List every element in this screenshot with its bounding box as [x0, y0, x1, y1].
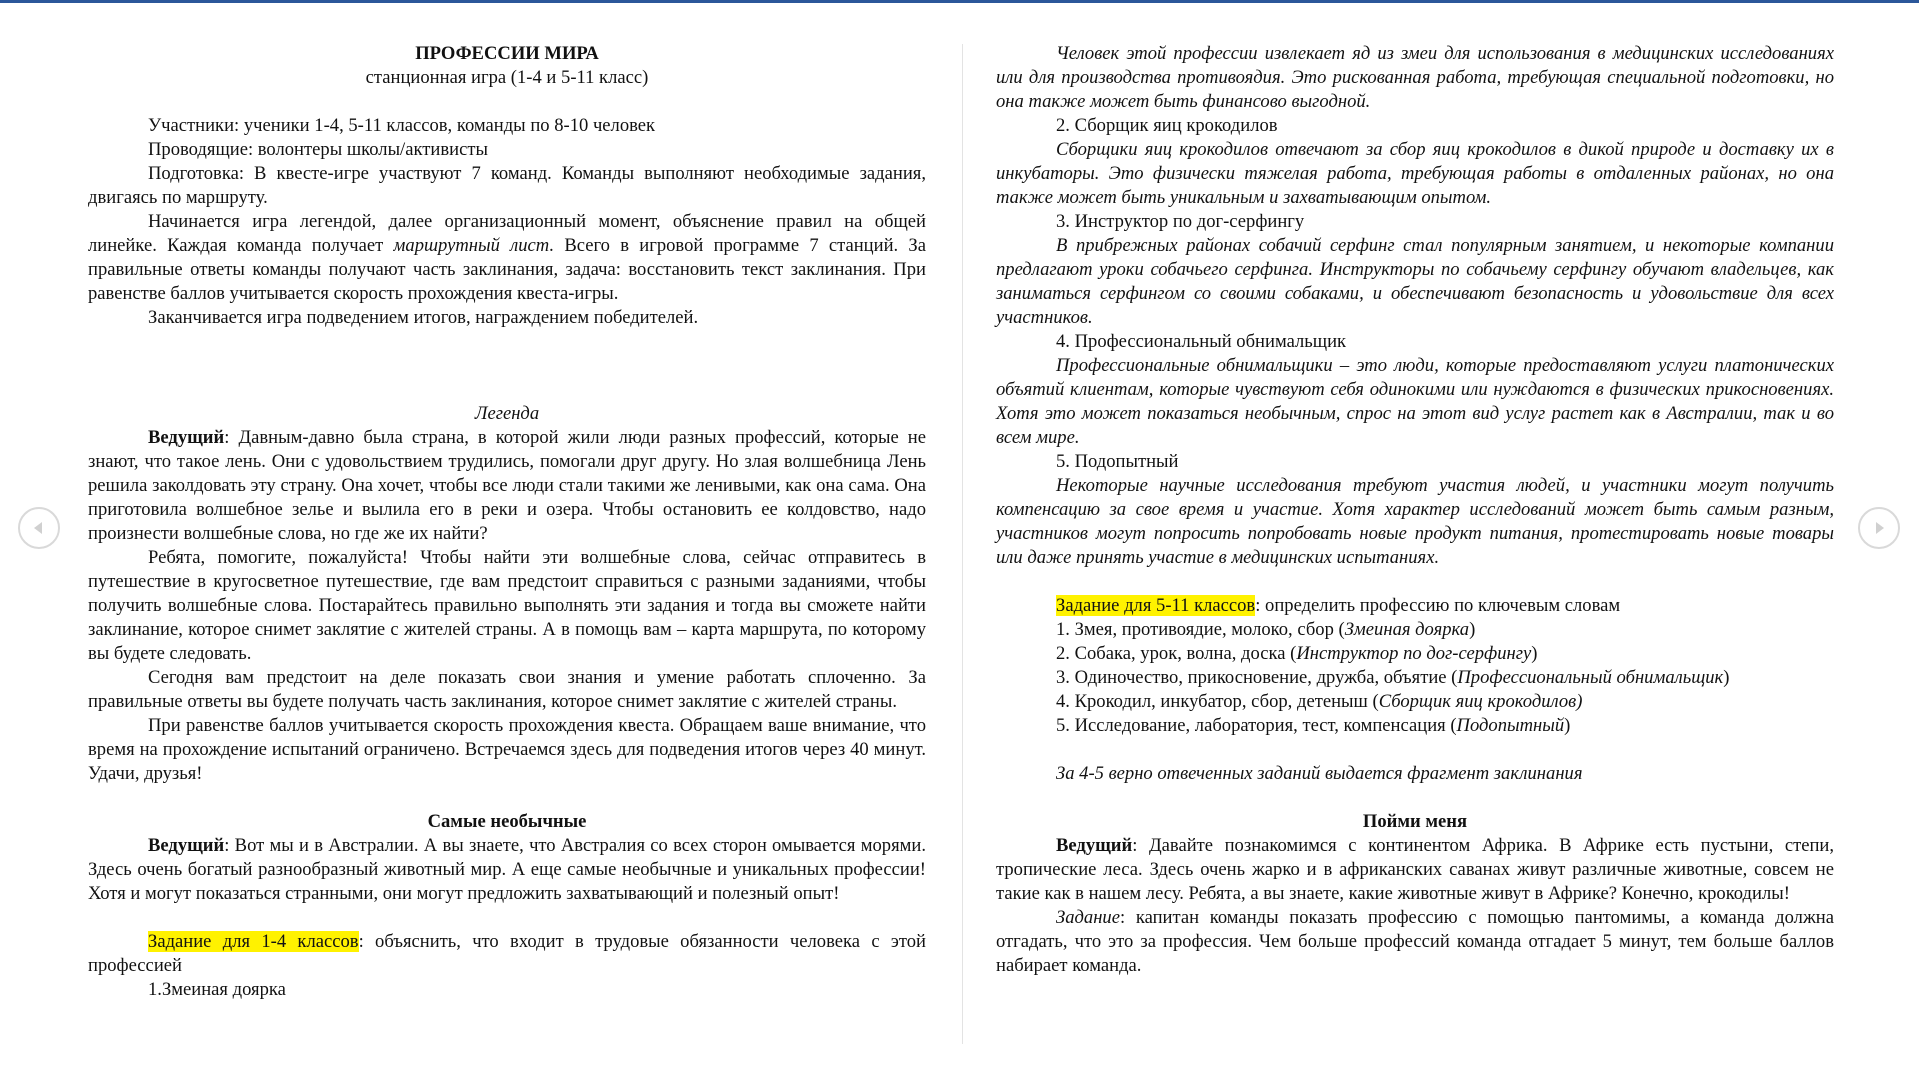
- spacer: [996, 570, 1834, 594]
- preparation-paragraph: Подготовка: В квесте-игре участвуют 7 команд. Команды выполняют необходимые задания, двигаясь по маршруту.: [88, 163, 926, 208]
- route-sheet-text: маршрутный лист.: [393, 235, 555, 256]
- snake-milker-description: Человек этой профессии извлекает яд из змеи для использования в медицинских исследованиях или для производства противоядия. Это рискованная работа, требующая специальной подготовки, но она также может быть финансово выгодной.: [996, 43, 1834, 112]
- legend-paragraph-4: При равенстве баллов учитывается скорость прохождения квеста. Обращаем ваше внимание, что время на прохождение испытаний ограничено. Встречаемся здесь для подведения итогов через 40 минут. Удачи, друзья!: [88, 715, 926, 784]
- hugger-description: Профессиональные обнимальщики – это люди, которые предоставляют услуги платонических объятий клиентам, которые чувствуют себя одинокими или нуждаются в физических прикосновениях. Хотя это может показаться необычным, спрос на этот вид услуг растет как в Австралии, так и во всем мире.: [996, 355, 1834, 448]
- keyword-item: [996, 690, 1834, 714]
- page-divider: [962, 44, 963, 1044]
- keyword-answer: Профессиональный обнимальщик: [1457, 667, 1724, 688]
- task-5-11-paragraph: [996, 594, 1834, 618]
- keyword-item: [996, 642, 1834, 666]
- list-item: 3. Инструктор по дог-серфингу: [1056, 211, 1305, 232]
- legend-paragraph-1: [88, 426, 926, 546]
- previous-page-button[interactable]: [18, 507, 60, 549]
- keyword-close: ): [1564, 715, 1571, 736]
- spacer: [88, 906, 926, 930]
- participants-line: Участники: ученики 1-4, 5-11 классов, команды по 8-10 человек: [148, 115, 656, 136]
- left-page: [88, 42, 926, 1002]
- understand-me-heading: Пойми меня: [1362, 811, 1468, 832]
- next-page-button[interactable]: [1858, 507, 1900, 549]
- keyword-text: 5. Исследование, лаборатория, тест, компенсация (: [1056, 715, 1457, 736]
- list-item: 4. Профессиональный обнимальщик: [1056, 331, 1347, 352]
- chevron-left-icon: [31, 520, 47, 536]
- start-text: Начинается игра легендой, далее организационный момент, объяснение правил на общей линейке. Каждая команда получает: [88, 211, 926, 256]
- keyword-answer: Инструктор по дог-серфингу: [1296, 643, 1532, 664]
- keyword-text: 4. Крокодил, инкубатор, сбор, детеныш (: [1056, 691, 1379, 712]
- keyword-close: ): [1723, 667, 1730, 688]
- test-subject-description: Некоторые научные исследования требуют участия людей, и участники могут получить компенсацию за свое время и участие. Хотя характер исследований может быть самым разным, участников могут попросить попробовать новые продукт питания, протестировать новые товары или даже принять участие в медицинских испытаниях.: [996, 475, 1834, 568]
- keyword-text: 2. Собака, урок, волна, доска (: [1056, 643, 1297, 664]
- spacer: [88, 90, 926, 114]
- keyword-answer: Змеиная доярка: [1344, 619, 1470, 640]
- keyword-item: [996, 618, 1834, 642]
- list-item: 1.Змеиная доярка: [148, 979, 286, 1000]
- hosts-line: Проводящие: волонтеры школы/активисты: [148, 139, 488, 160]
- spacer: [88, 330, 926, 402]
- dog-surfing-description: В прибрежных районах собачий серфинг стал популярным занятием, и некоторые компании предлагают уроки собачьего серфинга. Инструкторы по собачьему серфингу обучают владельцев, как заниматься серфингом со своими собаками, и обеспечивают безопасность и удовольствие для всех участников.: [996, 235, 1834, 328]
- right-page: [996, 42, 1834, 978]
- start-paragraph: [88, 210, 926, 306]
- legend-heading: Легенда: [474, 403, 540, 424]
- crocodile-collector-description: Сборщики яиц крокодилов отвечают за сбор яиц крокодилов в дикой природе и доставку их в инкубаторы. Это физически тяжелая работа, требующая работы в отдаленных районах, но она также может быть уникальным и захватывающим опытом.: [996, 139, 1834, 208]
- legend-paragraph-2: Ребята, помогите, пожалуйста! Чтобы найти эти волшебные слова, сейчас отправитесь в путешествие в кругосветное путешествие, где вам предстоит справиться с разными заданиями, чтобы получить волшебные слова. Постарайтесь правильно выполнять эти задания и тогда вы сможете найти заклинание, которое снимет заклятие с жителей страны. А в помощь вам – карта маршрута, по которому вы будете следовать.: [88, 547, 926, 664]
- unusual-paragraph: [88, 834, 926, 906]
- task-1-4-text: : объяснить, что входит в трудовые обязанности человека с этой профессией: [88, 931, 926, 976]
- unusual-text: : Вот мы и в Австралии. А вы знаете, что Австралия со всех сторон омывается морями. Здесь очень богатый разнообразный животный мир. А еще самые необычные и уникальных профессии! Хотя и могут показаться странными, они могут предложить захватывающий и полезный опыт!: [88, 835, 926, 904]
- keyword-text: 3. Одиночество, прикосновение, дружба, объятие (: [1056, 667, 1458, 688]
- list-item: 2. Сборщик яиц крокодилов: [1056, 115, 1278, 136]
- spacer: [996, 738, 1834, 762]
- africa-text: : Давайте познакомимся с континентом Африка. В Африке есть пустыни, степи, тропические леса. Здесь очень жарко и в африканских саванах живут различные животные, совсем не такие как в нашем лесу. Ребята, а вы знаете, какие животные живут в Африке? Конечно, крокодилы!: [996, 835, 1834, 904]
- list-item: 5. Подопытный: [1056, 451, 1179, 472]
- spacer: [996, 786, 1834, 810]
- task-1-4-paragraph: [88, 930, 926, 978]
- host-label: Ведущий: [148, 427, 225, 448]
- legend-paragraph-3: Сегодня вам предстоит на деле показать свои знания и умение работать сплоченно. За правильные ответы вы будете получать часть заклинания, которое снимет заклятие с жителей страны.: [88, 667, 926, 712]
- document-title: ПРОФЕССИИ МИРА: [415, 43, 599, 64]
- window-top-bar: [0, 0, 1919, 3]
- keyword-text: 1. Змея, противоядие, молоко, сбор (: [1056, 619, 1345, 640]
- task-1-4-label: Задание для 1-4 классов: [148, 931, 359, 952]
- africa-paragraph: [996, 834, 1834, 906]
- end-paragraph: Заканчивается игра подведением итогов, награждением победителей.: [148, 307, 699, 328]
- keyword-close: ): [1531, 643, 1538, 664]
- task-label: Задание: [1056, 907, 1120, 928]
- reward-note: За 4-5 верно отвеченных заданий выдается фрагмент заклинания: [1056, 763, 1583, 784]
- chevron-right-icon: [1871, 520, 1887, 536]
- document-subtitle: станционная игра (1-4 и 5-11 класс): [365, 67, 649, 88]
- start-text-continued: Всего в игровой программе 7 станций. За правильные ответы команды получают часть заклинания, задача: восстановить текст заклинания. При равенстве баллов учитывается скорость прохождения квеста-игры.: [88, 235, 927, 304]
- pantomime-task-paragraph: [996, 906, 1834, 978]
- spacer: [88, 786, 926, 810]
- task-5-11-text: : определить профессию по ключевым словам: [1255, 595, 1621, 616]
- host-label: Ведущий: [1056, 835, 1133, 856]
- unusual-heading: Самые необычные: [427, 811, 587, 832]
- task-text: : капитан команды показать профессию с помощью пантомимы, а команда должна отгадать, что это за профессия. Чем больше профессий команда отгадает 5 минут, тем больше баллов набирает команда.: [996, 907, 1834, 976]
- keyword-answer: Сборщик яиц крокодилов): [1378, 691, 1583, 712]
- keyword-item: [996, 666, 1834, 690]
- keyword-answer: Подопытный: [1456, 715, 1565, 736]
- legend-text-1: : Давным-давно была страна, в которой жили люди разных профессий, которые не знают, что такое лень. Они с удовольствием трудились, помогали друг другу. Но злая волшебница Лень решила заколдовать эту страну. Она хочет, чтобы все люди стали такими же ленивыми, как она сама. Она приготовила волшебное зелье и вылила его в реки и озера. Чтобы остановить ее колдовство, надо произнести волшебные слова, но где же их найти?: [88, 427, 926, 544]
- host-label: Ведущий: [148, 835, 225, 856]
- keyword-close: ): [1469, 619, 1476, 640]
- keyword-item: [996, 714, 1834, 738]
- task-5-11-label: Задание для 5-11 классов: [1056, 595, 1256, 616]
